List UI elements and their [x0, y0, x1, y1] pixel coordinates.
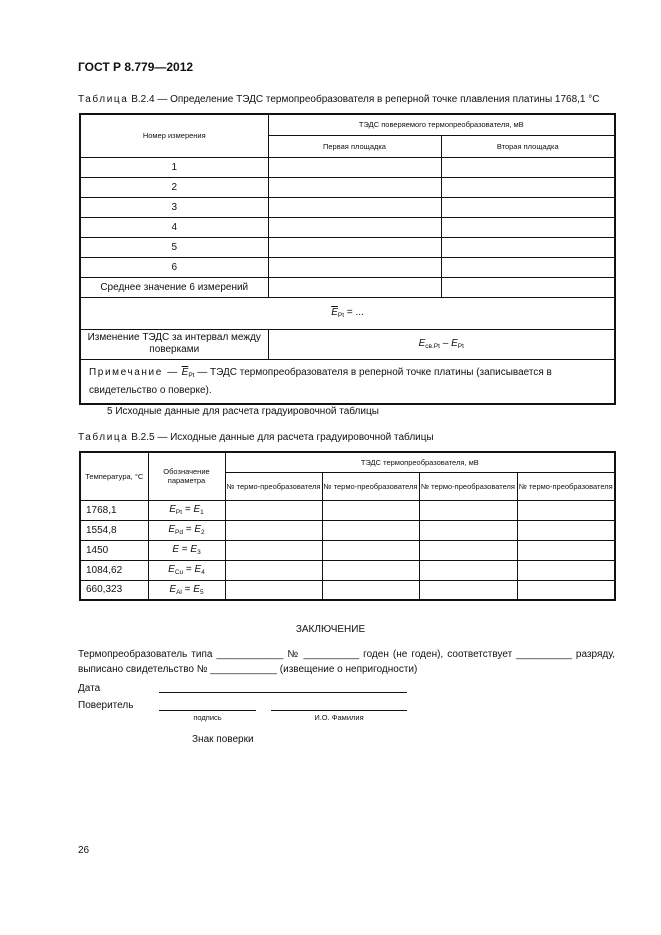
empty-cell — [441, 277, 615, 297]
change-formula — [268, 329, 615, 359]
note-sub: Pt — [188, 371, 195, 379]
table-b24 — [79, 113, 616, 405]
table-row — [80, 329, 615, 359]
table-row — [80, 157, 615, 177]
verifier-label: Поверитель — [78, 700, 134, 711]
empty-cell — [322, 540, 419, 560]
empty-cell — [517, 500, 615, 520]
note-text: — ТЭДС термопреобразователя в реперной точке платины (записывается в свидетельство о поверке). — [89, 366, 552, 396]
sym-eq: = — [183, 564, 195, 575]
table2-caption-prefix: Таблица — [78, 432, 129, 443]
table-row — [80, 560, 615, 580]
empty-cell — [322, 520, 419, 540]
table-row — [80, 277, 615, 297]
parameter-symbol — [148, 580, 225, 600]
sym-sub2: 4 — [201, 569, 205, 576]
col-second-plateau: Вторая площадка — [441, 135, 615, 157]
sym-sub: Pd — [175, 529, 183, 536]
conclusion-line-1: Термопреобразователь типа ____________ № __________ годен (не годен), соответствует __________ разряду, — [78, 649, 615, 660]
measurement-number: 3 — [80, 197, 268, 217]
empty-cell — [419, 500, 517, 520]
table1-caption-prefix: Таблица — [78, 94, 129, 105]
parameter-symbol — [148, 540, 225, 560]
verification-mark-label: Знак поверки — [192, 734, 254, 745]
empty-cell — [441, 177, 615, 197]
date-line — [159, 692, 407, 693]
sym-e: E — [168, 524, 175, 535]
formula-sub2: Pt — [457, 343, 464, 350]
table1-caption-text: В.2.4 — Определение ТЭДС термопреобразователя в реперной точке плавления платины 1768,1 °С — [131, 94, 600, 105]
measurement-number: 6 — [80, 257, 268, 277]
formula-e1: E — [418, 338, 426, 349]
parameter-symbol — [148, 560, 225, 580]
signature-caption: подпись — [193, 713, 222, 722]
formula-e2: E — [451, 338, 458, 349]
temperature-value: 660,323 — [80, 580, 148, 600]
measurement-number: 2 — [80, 177, 268, 197]
empty-cell — [268, 197, 441, 217]
formula-sub1: св.Pt — [425, 343, 440, 350]
col-thermo-1: № термо-преобразователя — [225, 472, 322, 500]
empty-cell — [441, 237, 615, 257]
sym-e2: E — [190, 544, 198, 555]
name-line — [271, 710, 407, 711]
sym-sub2: 2 — [201, 529, 205, 536]
empty-cell — [441, 217, 615, 237]
name-caption: И.О. Фамилия — [314, 713, 364, 722]
table-b25 — [79, 451, 616, 601]
empty-cell — [268, 277, 441, 297]
table-row — [80, 197, 615, 217]
empty-cell — [419, 580, 517, 600]
empty-cell — [268, 177, 441, 197]
sym-e: E — [169, 504, 176, 515]
sym-e2: E — [193, 504, 201, 515]
empty-cell — [225, 580, 322, 600]
col-tedc-group: ТЭДС поверяемого термопреобразователя, мВ — [268, 114, 615, 135]
sym-eq: = — [182, 524, 195, 535]
date-label: Дата — [78, 683, 101, 694]
table-row — [80, 237, 615, 257]
formula-minus: – — [439, 338, 452, 349]
empty-cell — [441, 197, 615, 217]
table-row — [80, 359, 615, 404]
conclusion-title: ЗАКЛЮЧЕНИЕ — [295, 624, 366, 635]
table2-caption — [78, 432, 434, 443]
sym-eq: = — [178, 544, 191, 555]
temperature-value: 1554,8 — [80, 520, 148, 540]
sym-e: E — [168, 564, 175, 575]
col-thermo-2: № термо-преобразователя — [322, 472, 419, 500]
mean-symbol: $\overline{E}$ — [331, 307, 338, 318]
sym-sub: Pt — [175, 509, 183, 516]
col-measurement-number: Номер измерения — [80, 114, 268, 157]
signature-line — [159, 710, 256, 711]
empty-cell — [268, 157, 441, 177]
empty-cell — [322, 580, 419, 600]
table1-caption — [78, 94, 600, 105]
table-row — [80, 540, 615, 560]
empty-cell — [419, 540, 517, 560]
temperature-value: 1768,1 — [80, 500, 148, 520]
table-row — [80, 520, 615, 540]
sym-eq: = — [181, 583, 194, 595]
empty-cell — [517, 560, 615, 580]
empty-cell — [517, 520, 615, 540]
parameter-symbol — [148, 520, 225, 540]
col-parameter: Обозначение параметра — [148, 452, 225, 500]
mean-formula — [80, 297, 615, 329]
table-row — [80, 580, 615, 600]
empty-cell — [517, 580, 615, 600]
empty-cell — [322, 560, 419, 580]
table1-note — [80, 359, 615, 404]
empty-cell — [441, 157, 615, 177]
empty-cell — [419, 560, 517, 580]
col-tedc-group-2: ТЭДС термопреобразователя, мВ — [225, 452, 615, 472]
document-code: ГОСТ Р 8.779—2012 — [78, 60, 194, 74]
page-number: 26 — [78, 845, 90, 856]
empty-cell — [419, 520, 517, 540]
temperature-value: 1084,62 — [80, 560, 148, 580]
change-label: Изменение ТЭДС за интервал между поверками — [80, 329, 268, 359]
sym-eq: = — [182, 504, 194, 515]
sym-sub2: 5 — [199, 588, 204, 596]
mean-sub: Pt — [337, 312, 345, 319]
note-prefix: Примечание — — [89, 366, 179, 378]
table-row — [80, 297, 615, 329]
empty-cell — [268, 217, 441, 237]
table-row — [80, 217, 615, 237]
measurement-number: 1 — [80, 157, 268, 177]
sym-e: E — [172, 544, 179, 555]
table-row — [80, 500, 615, 520]
sym-e2: E — [194, 524, 202, 535]
empty-cell — [225, 540, 322, 560]
sym-sub2: 1 — [200, 509, 204, 516]
sym-e2: E — [194, 564, 202, 575]
empty-cell — [225, 560, 322, 580]
empty-cell — [225, 520, 322, 540]
col-first-plateau: Первая площадка — [268, 135, 441, 157]
col-thermo-3: № термо-преобразователя — [419, 472, 517, 500]
sym-sub: Cu — [174, 569, 184, 576]
section-5-heading: 5 Исходные данные для расчета градуировочной таблицы — [107, 406, 379, 417]
empty-cell — [268, 237, 441, 257]
measurement-number: 4 — [80, 217, 268, 237]
empty-cell — [322, 500, 419, 520]
col-temperature: Температура, °С — [80, 452, 148, 500]
table2-caption-text: В.2.5 — Исходные данные для расчета градуировочной таблицы — [131, 432, 434, 443]
table-row — [80, 257, 615, 277]
empty-cell — [517, 540, 615, 560]
empty-cell — [268, 257, 441, 277]
empty-cell — [441, 257, 615, 277]
table-row — [80, 177, 615, 197]
note-symbol: $\overline{E}$ — [181, 366, 189, 378]
measurement-number: 5 — [80, 237, 268, 257]
parameter-symbol — [148, 500, 225, 520]
sym-sub2: 3 — [197, 549, 201, 556]
sym-sub: Al — [176, 588, 182, 596]
sym-e: E — [169, 583, 177, 595]
sym-e2: E — [193, 583, 200, 595]
temperature-value: 1450 — [80, 540, 148, 560]
col-thermo-4: № термо-преобразователя — [517, 472, 615, 500]
mean-tail: = ... — [344, 307, 364, 318]
average-label: Среднее значение 6 измерений — [80, 277, 268, 297]
empty-cell — [225, 500, 322, 520]
conclusion-line-2: выписано свидетельство № ____________ (извещение о непригодности) — [78, 664, 418, 675]
